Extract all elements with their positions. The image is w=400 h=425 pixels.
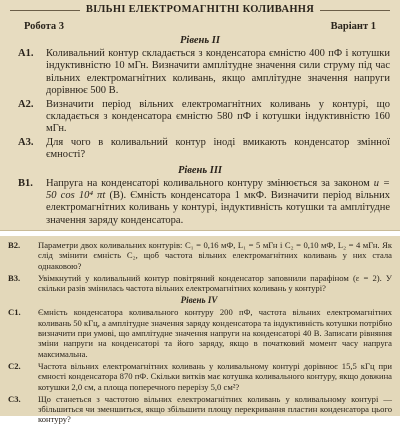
task-item xyxy=(10,99,390,136)
task-text: Частота вільних електромагнітних коливань у коливальному контурі дорівнює 15,5 кГц при ємності конденсатора 870 пФ. Скільки витків має котушка коливального контуру, якщо довжина котушки 2,0 см, а площа поперечного перерізу 5,0 см²? xyxy=(38,360,392,392)
task-text: Ємність конденсатора коливального контуру 200 пФ, частота вільних електромагнітних коливань 50 кГц, а амплітудне значення заряду конденсатора та індуктивність котушки потрібно визначити при умові, що амплітудне значення напруги на конденсаторі 40 В. Записати рівняння зміни напруги на конденсаторі та його заряду, якщо в початковий момент часу напруга максимальна. xyxy=(38,307,392,359)
page-title: ВІЛЬНІ ЕЛЕКТРОМАГНІТНІ КОЛИВАННЯ xyxy=(80,4,320,15)
task-code: С3. xyxy=(8,393,21,404)
task-item xyxy=(10,137,390,162)
task-text: Увімкнутий у коливальний контур повітряний конденсатор заповнили парафіном (ε = 2). У скільки разів змінилась частота вільних електромагнітних коливань у контурі? xyxy=(38,272,392,294)
task-code: В3. xyxy=(8,272,21,283)
level-heading: Рівень III xyxy=(177,164,223,176)
task-text: Коливальний контур складається з конденсатора ємністю 400 пФ і котушки індуктивністю 10 мГн. Визначити амплітудне значення сили струму під час вільних електромагнітних коливань, якщо амплітудне значення напруги дорівнює 500 В. xyxy=(46,48,390,97)
task-item xyxy=(10,48,390,98)
meta-row xyxy=(24,21,376,32)
task-item xyxy=(6,307,392,358)
task-text-end: (В). Ємність конденсатора 1 мкФ. Визначити період вільних електромагнітних коливань у контурі, індуктивність котушки та амплітудне значення заряду конденсатора. xyxy=(46,190,390,226)
level-heading: Рівень IV xyxy=(180,295,218,306)
task-item xyxy=(10,178,390,228)
task-code: А2. xyxy=(18,98,34,110)
variant-number: Варіант 1 xyxy=(330,21,376,32)
task-item xyxy=(6,361,392,392)
task-code: С1. xyxy=(8,307,21,318)
task-text: Що станеться з частотою вільних електромагнітних коливань у коливальному контурі — збільшиться чи зменшиться, якщо збільшити площу перекривання пластин конденсатора цього контуру? xyxy=(38,393,392,425)
task-code: В1. xyxy=(18,177,33,189)
task-text: Для чого в коливальний контур іноді вмикають конденсатор змінної ємності? xyxy=(46,136,390,161)
task-text: Визначити період вільних електромагнітних коливань у контурі, що складається з конденсатора ємністю 580 пФ і котушки індуктивністю 160 мГн. xyxy=(46,98,390,135)
worksheet-bottom xyxy=(0,236,400,425)
work-number: Робота 3 xyxy=(24,21,65,32)
task-code: В2. xyxy=(8,240,21,250)
task-text xyxy=(46,178,390,228)
task-item xyxy=(6,273,392,294)
task-item xyxy=(6,394,392,425)
formula: u = 50 cos 10⁴ πt xyxy=(46,177,390,202)
title-bar xyxy=(10,4,390,19)
task-text: Параметри двох коливальних контурів: C₁ = 0,16 мФ, L₁ = 5 мГн і C₂ = 0,10 мФ, L₂ = 4 мГн. Як слід змінити ємність C₂, щоб частота вільних електромагнітних коливань у них стала однаковою? xyxy=(38,240,392,271)
task-code: А3. xyxy=(18,136,34,148)
task-code: С2. xyxy=(8,360,21,371)
task-code: А1. xyxy=(18,48,34,59)
level-heading: Рівень II xyxy=(180,35,220,46)
task-item xyxy=(6,240,392,271)
task-text-start: Напруга на конденсаторі коливального контуру змінюється за законом xyxy=(46,177,374,189)
